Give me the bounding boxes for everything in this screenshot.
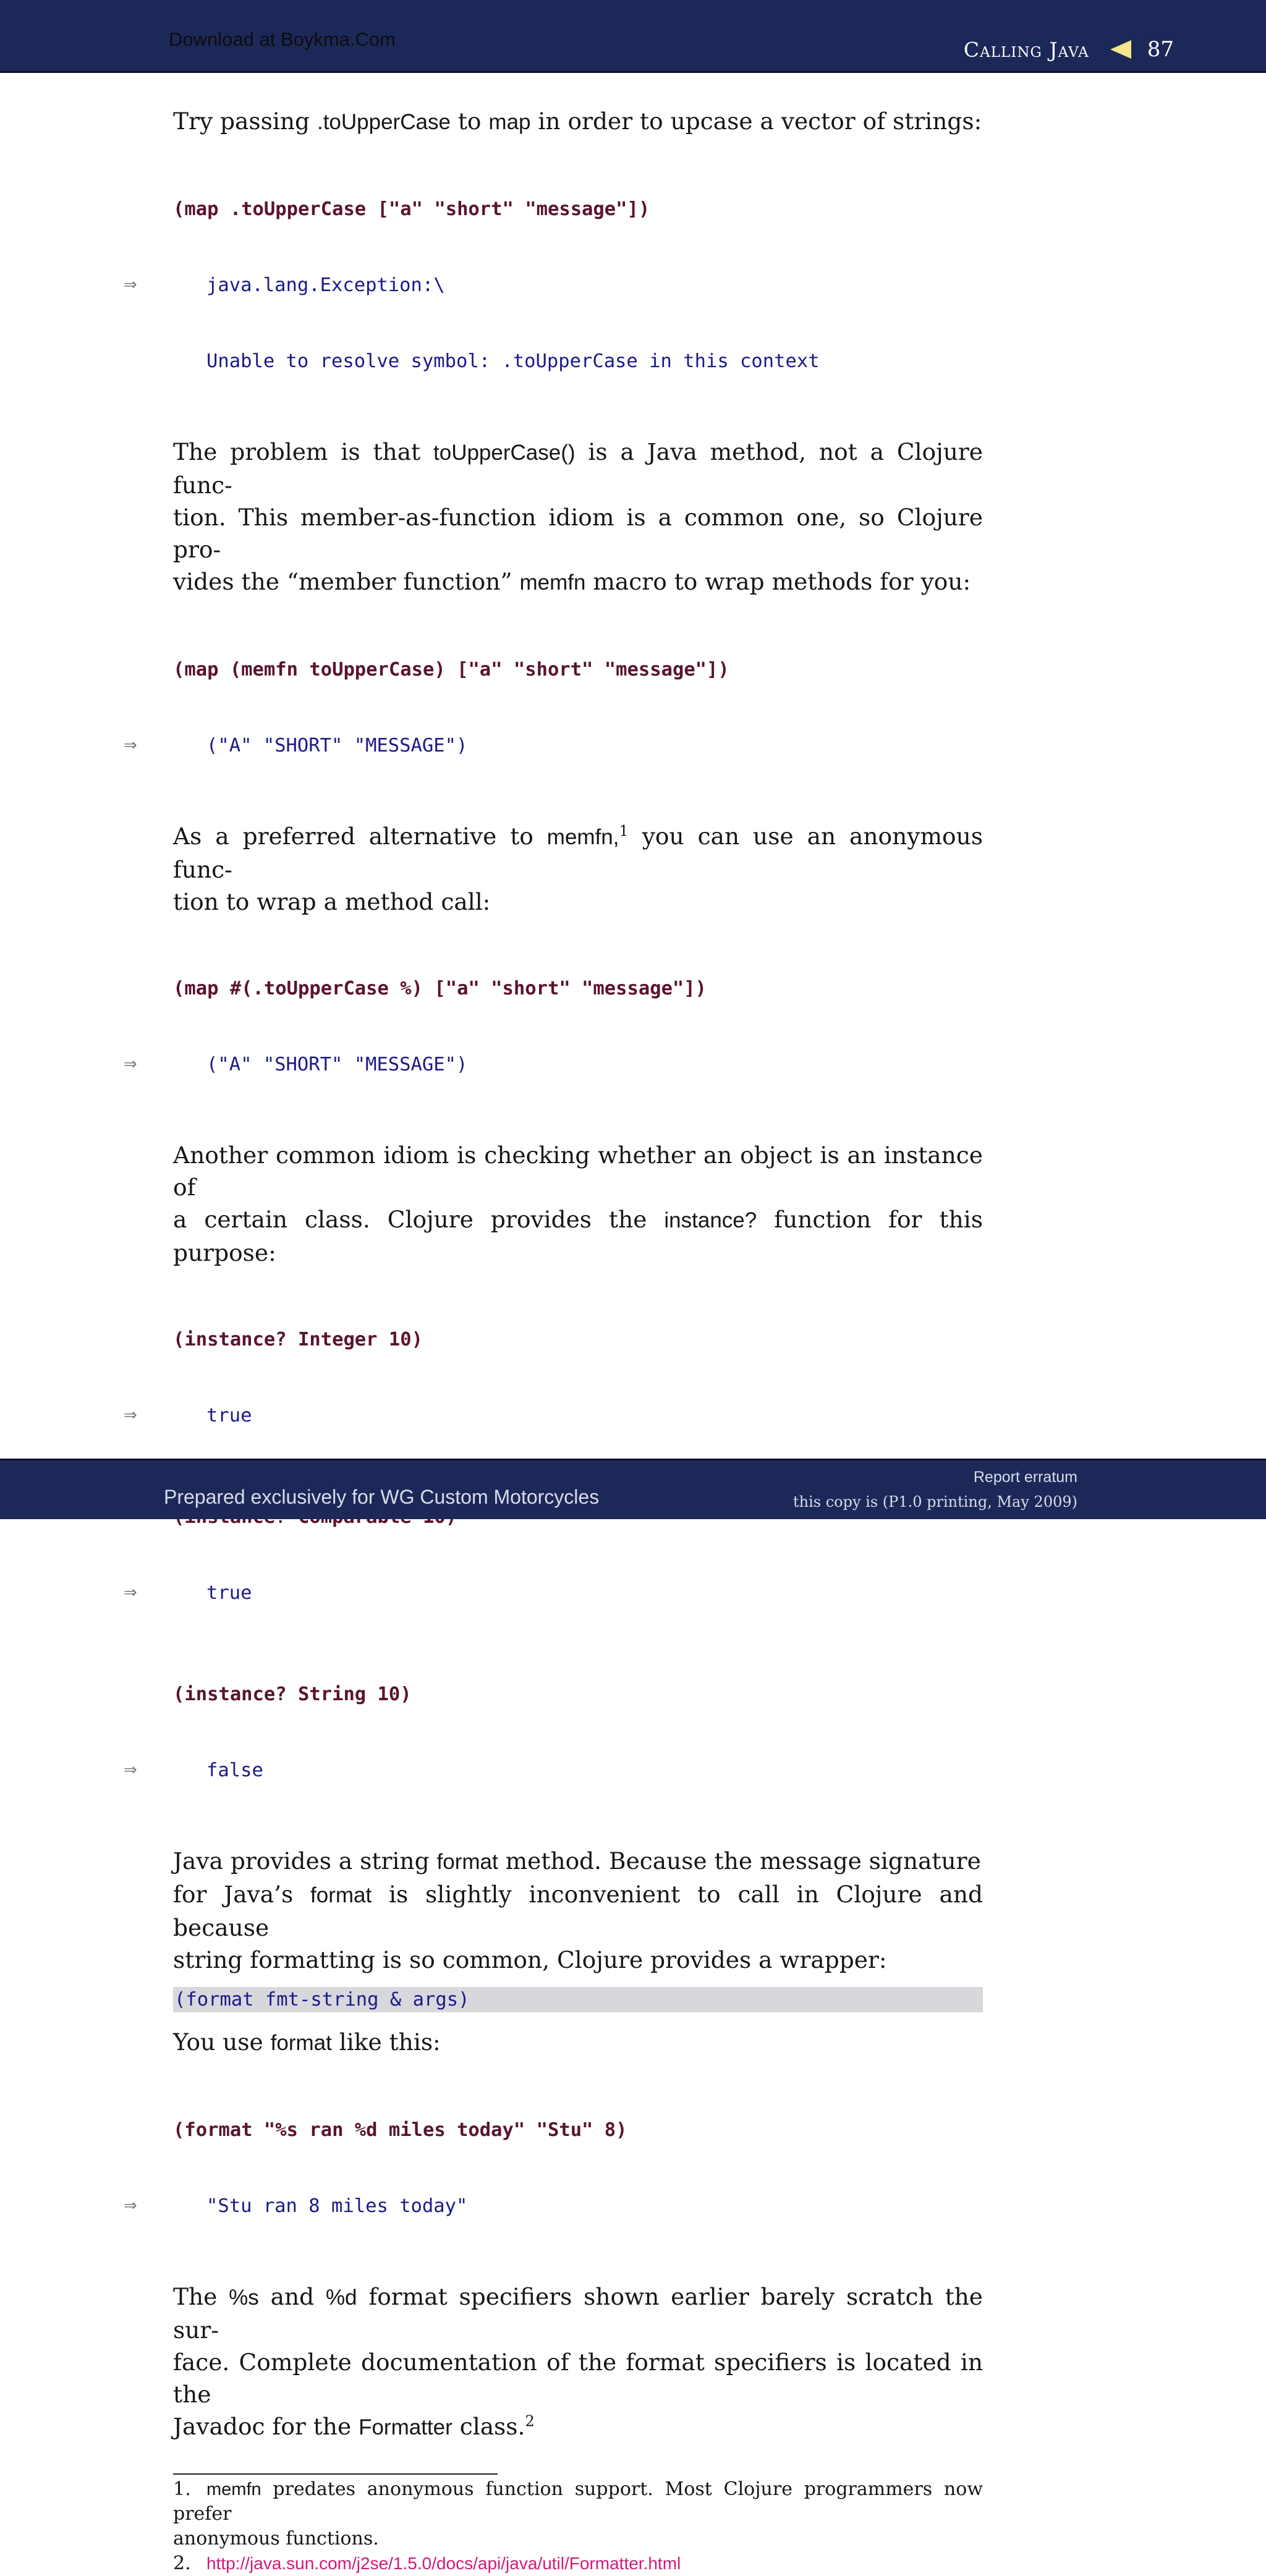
code-example-4 bbox=[124, 1276, 983, 1834]
code-input: (instance? String 10) bbox=[173, 1684, 412, 1705]
function-signature: (format fmt-string & args) bbox=[173, 1987, 983, 2012]
code-output: ⇒ true bbox=[173, 1403, 983, 1428]
code-output: ⇒ false bbox=[173, 1758, 983, 1783]
footnote-1: 1. memfn predates anonymous function support. Most Clojure programmers now prefer anonymous functions. bbox=[173, 2478, 983, 2549]
result-arrow-icon: ⇒ bbox=[124, 1761, 137, 1779]
paragraph-6: You use format like this: bbox=[173, 2028, 441, 2056]
formatter-javadoc-link[interactable]: http://java.sun.com/j2se/1.5.0/docs/api/java/util/Formatter.html bbox=[206, 2554, 681, 2573]
footnote-2: 2. http://java.sun.com/j2se/1.5.0/docs/api/java/util/Formatter.html bbox=[173, 2553, 681, 2574]
code-output: Unable to resolve symbol: .toUpperCase in this context bbox=[206, 350, 820, 372]
prepared-for: Prepared exclusively for WG Custom Motorcycles bbox=[164, 1486, 600, 1508]
footnote-ref-1[interactable]: 1 bbox=[619, 822, 629, 840]
code-output: ⇒ java.lang.Exception:\ bbox=[173, 273, 983, 298]
section-title: Calling Java bbox=[963, 37, 1089, 62]
header-bar bbox=[0, 0, 1266, 73]
result-arrow-icon: ⇒ bbox=[124, 1583, 137, 1602]
result-arrow-icon: ⇒ bbox=[124, 1406, 137, 1425]
code-input: (map #(.toUpperCase %) ["a" "short" "message"]) bbox=[173, 978, 707, 999]
copy-info: this copy is (P1.0 printing, May 2009) bbox=[793, 1493, 1077, 1510]
result-arrow-icon: ⇒ bbox=[124, 276, 137, 294]
paragraph-3: As a preferred alternative to memfn,$^1$ you can use an anonymous func- tion to wrap a method call: bbox=[173, 822, 983, 915]
code-input: (instance? Integer 10) bbox=[173, 1329, 423, 1350]
code-input: (format "%s ran %d miles today" "Stu" 8) bbox=[173, 2119, 627, 2141]
result-arrow-icon: ⇒ bbox=[124, 736, 137, 755]
paragraph-5: Java provides a string format method. Because the message signature for Java’s format is slightly inconvenient to call in Clojure and because string formatting is so common, Clojure provides a wrapper: bbox=[173, 1847, 983, 1973]
paragraph-1: Try passing .toUpperCase to map in order to upcase a vector of strings: bbox=[173, 108, 982, 135]
code-example-2 bbox=[124, 606, 983, 809]
back-triangle-icon[interactable] bbox=[1110, 40, 1131, 59]
page-number: 87 bbox=[1147, 37, 1174, 62]
paragraph-2: The problem is that toUpperCase() is a Java method, not a Clojure func- tion. This member-as-function idiom is a common one, so Clojure pro- vides the “member function” memfn macro to wrap methods for you: bbox=[173, 438, 983, 595]
code-example-3 bbox=[124, 925, 983, 1128]
code-output: ⇒ ("A" "SHORT" "MESSAGE") bbox=[173, 733, 983, 758]
running-head bbox=[964, 37, 1174, 62]
result-arrow-icon: ⇒ bbox=[124, 1055, 137, 1074]
code-example-1 bbox=[124, 146, 983, 425]
paragraph-4: Another common idiom is checking whether an object is an instance of a certain class. Clojure provides the instance? function for this purpose: bbox=[173, 1142, 983, 1266]
page-body bbox=[124, 105, 983, 2576]
paragraph-7: The %s and %d format specifiers shown earlier barely scratch the sur- face. Complete documentation of the format specifiers is located in the Javadoc for the Formatter class.$^2$ bbox=[173, 2283, 983, 2440]
code-input: (map (memfn toUpperCase) ["a" "short" "message"]) bbox=[173, 659, 729, 680]
footer-bar bbox=[0, 1459, 1266, 1519]
download-notice: Download at Boykma.Com bbox=[169, 28, 396, 50]
footnote-ref-2[interactable]: 2 bbox=[525, 2412, 535, 2430]
code-example-5 bbox=[124, 2067, 983, 2269]
footnote-divider bbox=[173, 2473, 498, 2475]
code-output: ⇒ "Stu ran 8 miles today" bbox=[173, 2193, 983, 2219]
code-output: ⇒ true bbox=[173, 1580, 983, 1606]
result-arrow-icon: ⇒ bbox=[124, 2197, 137, 2215]
code-output: ⇒ ("A" "SHORT" "MESSAGE") bbox=[173, 1052, 983, 1077]
report-erratum-link[interactable]: Report erratum bbox=[973, 1468, 1077, 1486]
code-input: (map .toUpperCase ["a" "short" "message"]) bbox=[173, 198, 650, 220]
